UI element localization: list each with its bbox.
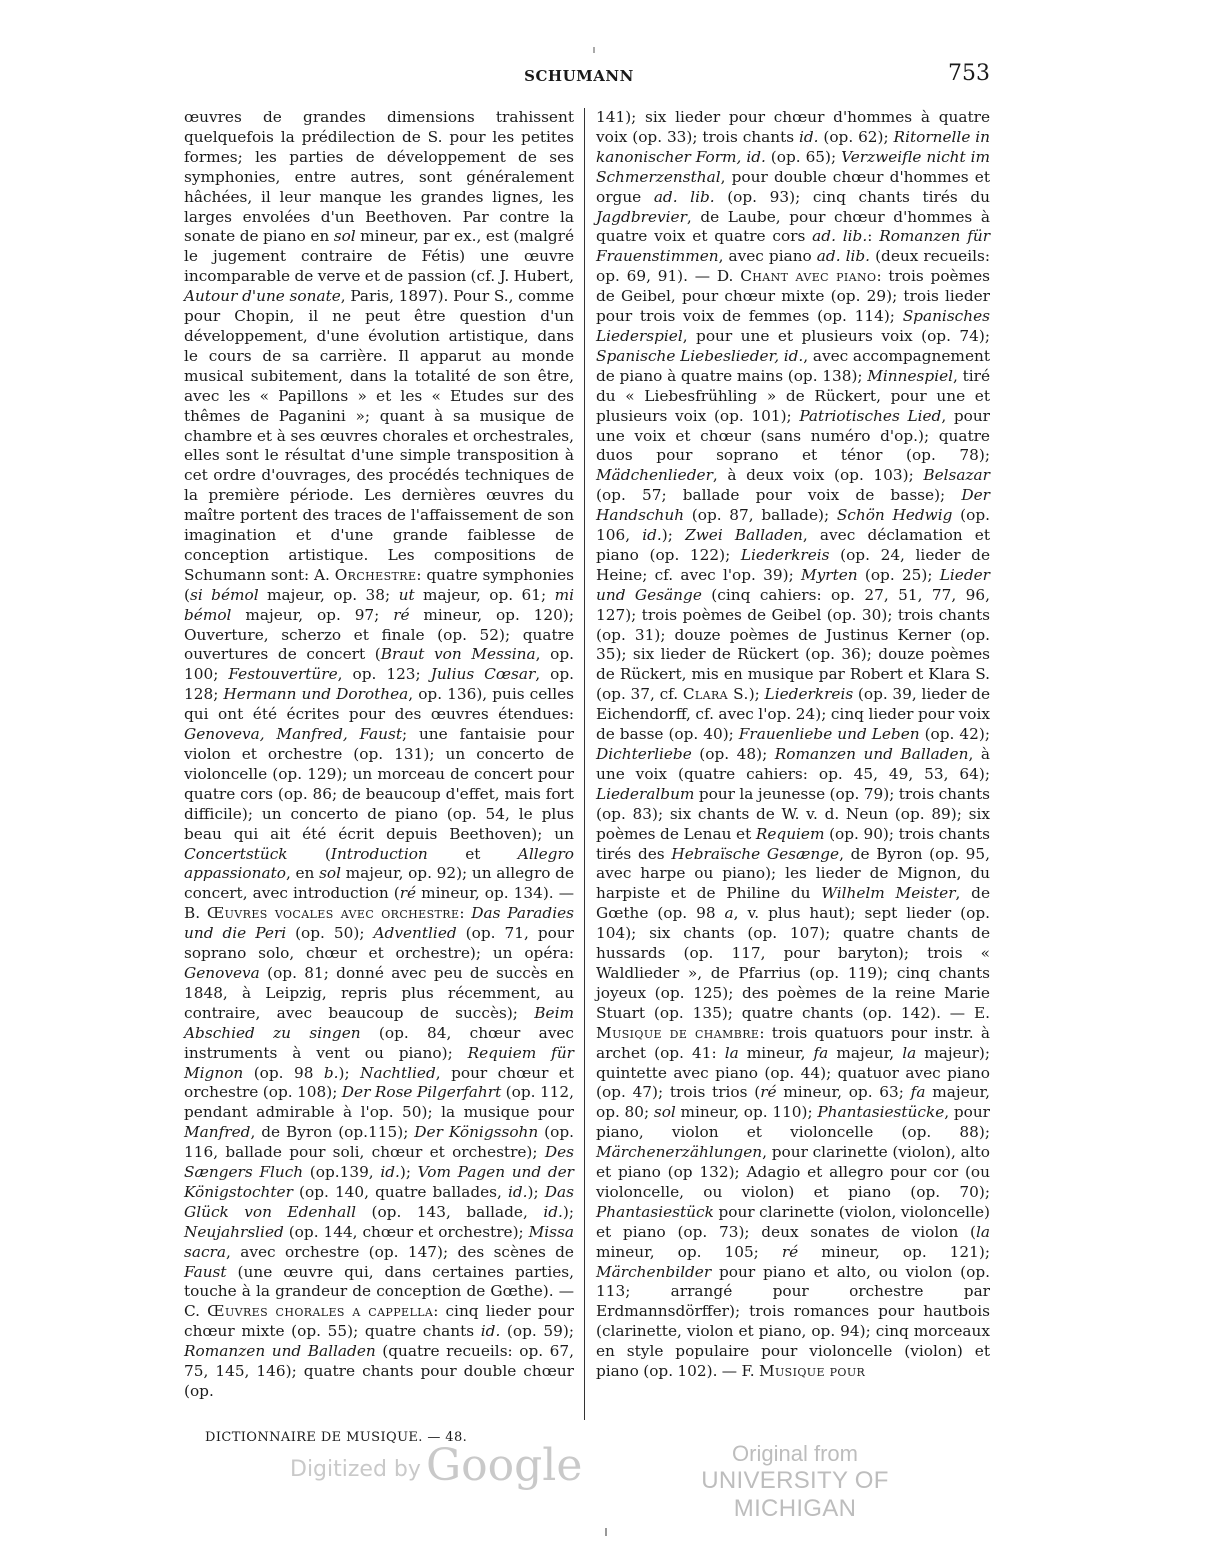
right-column	[596, 108, 990, 1382]
library-watermark	[670, 1441, 920, 1523]
column-divider	[584, 108, 585, 1420]
scan-mark	[593, 47, 595, 53]
digitized-by-text: Digitized by	[290, 1457, 421, 1482]
footer-signature: DICTIONNAIRE DE MUSIQUE. — 48.	[205, 1430, 468, 1445]
running-header: SCHUMANN	[524, 67, 634, 85]
google-watermark	[290, 1440, 582, 1491]
left-column-text: œuvres de grandes dimensions trahissent quelquefois la prédilection de S. pour les petites formes; les parties de développement de ses symphonies, entre autres, sont généralement hâchées, il leur manque les grandes lignes, les larges envolées d'un Beethoven. Par contre la sonate de piano en sol mineur, par ex., est (malgré le jugement contraire de Fétis) une œuvre incomparable de verve et de passion (cf. J. Hubert, Autour d'une sonate, Paris, 1897). Pour S., comme pour Chopin, il ne peut être question d'un développement, d'une évolution artistique, dans le cours de sa carrière. Il apparut au monde musical subitement, dans la totalité de son être, avec les « Papillons » et les « Etudes sur des thêmes de Paganini »; quant à sa musique de chambre et à ses œuvres chorales et orchestrales, elles sont le résultat d'une simple transposition à cet ordre d'ouvrages, des procédés techniques de la première période. Les dernières œuvres du maître portent des traces de l'affaissement de son imagination et d'une grande faiblesse de conception artistique. Les compositions de Schumann sont: A. Orchestre: quatre symphonies (si bémol majeur, op. 38; ut majeur, op. 61; mi bémol majeur, op. 97; ré mineur, op. 120); Ouverture, scherzo et finale (op. 52); quatre ouvertures de concert (Braut von Messina, op. 100; Festouvertüre, op. 123; Julius Cœsar, op. 128; Hermann und Dorothea, op. 136), puis celles qui ont été écrites pour des œuvres étendues: Genoveva, Manfred, Faust; une fantaisie pour violon et orchestre (op. 131); un concerto de violoncelle (op. 129); un morceau de concert pour quatre cors (op. 86; de beaucoup d'effet, mais fort difficile); un concerto de piano (op. 54, le plus beau qui ait été écrit depuis Beethoven); un Concertstück (Introduction et Allegro appassionato, en sol majeur, op. 92); un allegro de concert, avec introduction (ré mineur, op. 134). — B. Œuvres vocales avec orchestre: Das Paradies und die Peri (op. 50); Adventlied (op. 71, pour soprano solo, chœur et orchestre); un opéra: Genoveva (op. 81; donné avec peu de succès en 1848, à Leipzig, repris plus récemment, au contraire, avec beaucoup de succès); Beim Abschied zu singen (op. 84, chœur avec instruments à vent ou piano); Requiem für Mignon (op. 98 b.); Nachtlied, pour chœur et orchestre (op. 108); Der Rose Pilgerfahrt (op. 112, pendant admirable à l'op. 50); la musique pour Manfred, de Byron (op.115); Der Königssohn (op. 116, ballade pour soli, chœur et orchestre); Des Sængers Fluch (op.139, id.); Vom Pagen und der Königstochter (op. 140, quatre ballades, id.); Das Glück von Edenhall (op. 143, ballade, id.); Neujahrslied (op. 144, chœur et orchestre); Missa sacra, avec orchestre (op. 147); des scènes de Faust (une œuvre qui, dans certaines parties, touche à la grandeur de conception de Gœthe). — C. Œuvres chorales a cappella: cinq lieder pour chœur mixte (op. 55); quatre chants id. (op. 59); Romanzen und Balladen (quatre recueils: op. 67, 75, 145, 146); quatre chants pour double chœur (op.	[184, 108, 575, 1400]
university-text: UNIVERSITY OF MICHIGAN	[701, 1467, 889, 1522]
right-column-text: 141); six lieder pour chœur d'hommes à quatre voix (op. 33); trois chants id. (op. 62); Ritornelle in kanonischer Form, id. (op. 65); Verzweifle nicht im Schmerzensthal, pour double chœur d'hommes et orgue ad. lib. (op. 93); cinq chants tirés du Jagdbrevier, de Laube, pour chœur d'hommes à quatre voix et quatre cors ad. lib.: Romanzen für Frauenstimmen, avec piano ad. lib. (deux recueils: op. 69, 91). — D. Chant avec piano: trois poèmes de Geibel, pour chœur mixte (op. 29); trois lieder pour trois voix de femmes (op. 114); Spanisches Liederspiel, pour une et plusieurs voix (op. 74); Spanische Liebeslieder, id., avec accompagnement de piano à quatre mains (op. 138); Minnespiel, tiré du « Liebesfrühling » de Rückert, pour une et plusieurs voix (op. 101); Patriotisches Lied, pour une voix et chœur (sans numéro d'op.); quatre duos pour soprano et ténor (op. 78); Mädchenlieder, à deux voix (op. 103); Belsazar (op. 57; ballade pour voix de basse); Der Handschuh (op. 87, ballade); Schön Hedwig (op. 106, id.); Zwei Balladen, avec déclamation et piano (op. 122); Liederkreis (op. 24, lieder de Heine; cf. avec l'op. 39); Myrten (op. 25); Lieder und Gesänge (cinq cahiers: op. 27, 51, 77, 96, 127); trois poèmes de Geibel (op. 30); trois chants (op. 31); douze poèmes de Justinus Kerner (op. 35); six lieder de Rückert (op. 36); douze poèmes de Rückert, mis en musique par Robert et Klara S. (op. 37, cf. Clara S.); Liederkreis (op. 39, lieder de Eichendorff, cf. avec l'op. 24); cinq lieder pour voix de basse (op. 40); Frauenliebe und Leben (op. 42); Dichterliebe (op. 48); Romanzen und Balladen, à une voix (quatre cahiers: op. 45, 49, 53, 64); Liederalbum pour la jeunesse (op. 79); trois chants (op. 83); six chants de W. v. d. Neun (op. 89); six poèmes de Lenau et Requiem (op. 90); trois chants tirés des Hebraïsche Gesænge, de Byron (op. 95, avec harpe ou piano); les lieder de Mignon, du harpiste et de Philine du Wilhelm Meister, de Gœthe (op. 98 a, v. plus haut); sept lieder (op. 104); six chants (op. 107); quatre chants de hussards (op. 117, pour baryton); trois « Waldlieder », de Pfarrius (op. 119); cinq chants joyeux (op. 125); des poèmes de la reine Marie Stuart (op. 135); quatre chants (op. 142). — E. Musique de chambre: trois quatuors pour instr. à archet (op. 41: la mineur, fa majeur, la majeur); quintette avec piano (op. 44); quatuor avec piano (op. 47); trois trios (ré mineur, op. 63; fa majeur, op. 80; sol mineur, op. 110); Phantasiestücke, pour piano, violon et violoncelle (op. 88); Märchenerzählungen, pour clarinette (violon), alto et piano (op 132); Adagio et allegro pour cor (ou violoncelle, ou violon) et piano (op. 70); Phantasiestück pour clarinette (violon, violoncelle) et piano (op. 73); deux sonates de violon (la mineur, op. 105; ré mineur, op. 121); Märchenbilder pour piano et alto, ou violon (op. 113; arrangé pour orchestre par Erdmannsdörffer); trois romances pour hautbois (clarinette, violon et piano, op. 94); cinq morceaux en style populaire pour violoncelle (violon) et piano (op. 102). — F. Musique pour	[596, 108, 991, 1381]
page-number: 753	[948, 61, 990, 86]
google-logo: Google	[426, 1440, 583, 1491]
left-column	[184, 108, 574, 1402]
scan-mark-bottom	[605, 1528, 607, 1536]
original-from-text: Original from	[732, 1441, 858, 1466]
